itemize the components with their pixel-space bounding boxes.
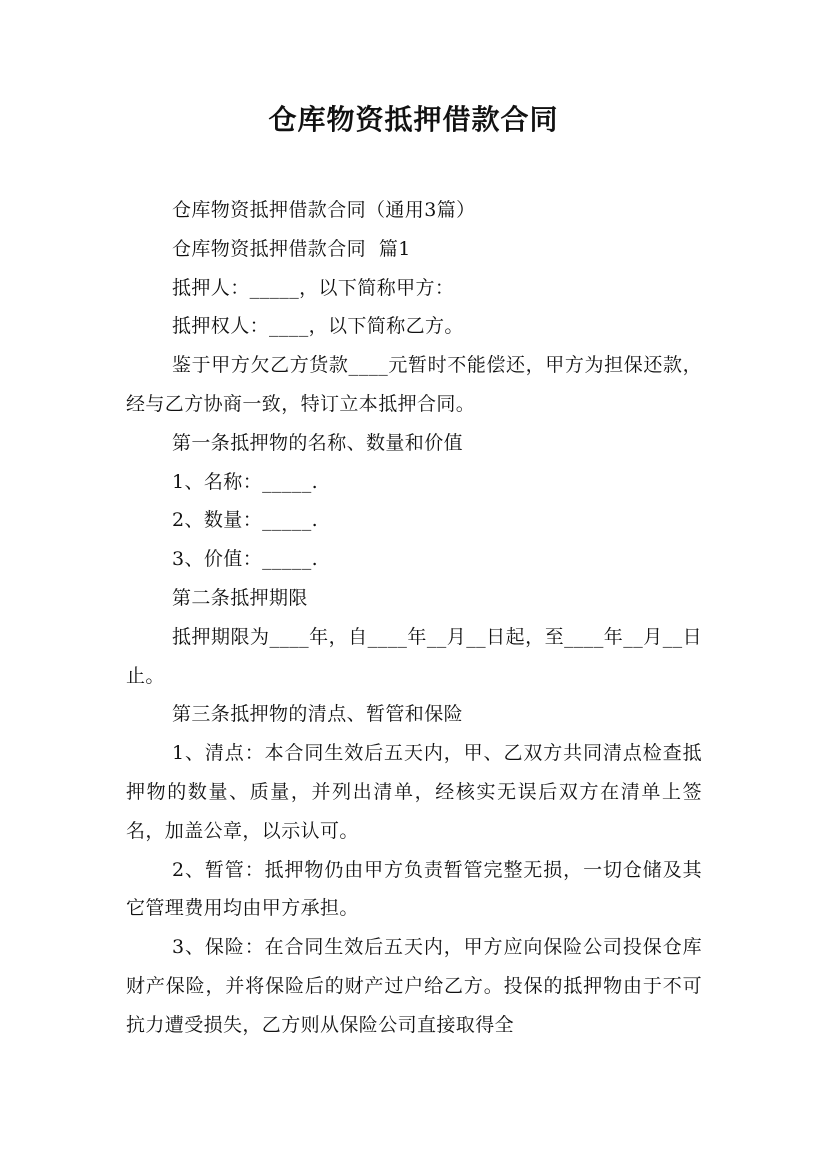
paragraph-heading: 仓库物资抵押借款合同（通用3篇） [172, 199, 476, 221]
paragraph-article-2: 第二条抵押期限 [172, 586, 308, 609]
paragraph-mortgagee: 抵押权人：____，以下简称乙方。 [172, 315, 464, 338]
document-body [126, 191, 702, 1045]
paragraph-item-quantity: 2、数量：_____. [172, 509, 319, 532]
paragraph-item-name: 1、名称：_____. [172, 470, 319, 493]
paragraph-term: 抵押期限为____年，自____年__月__日起，至____年__月__日止。 [126, 625, 702, 687]
paragraph-article-1: 第一条抵押物的名称、数量和价值 [172, 431, 464, 454]
document-title: 仓库物资抵押借款合同 [268, 103, 559, 136]
paragraph-mortgagor: 抵押人：_____，以下简称甲方： [172, 276, 455, 299]
paragraph-custody: 2、暂管：抵押物仍由甲方负责暂管完整无损，一切仓储及其它管理费用均由甲方承担。 [126, 858, 702, 920]
paragraph-inventory: 1、清点：本合同生效后五天内，甲、乙双方共同清点检查抵押物的数量、质量，并列出清单，经核实无误后双方在清单上签名，加盖公章，以示认可。 [126, 742, 702, 842]
paragraph-preamble: 鉴于甲方欠乙方货款____元暂时不能偿还，甲方为担保还款，经与乙方协商一致，特订立本抵押合同。 [126, 354, 702, 415]
paragraph-article-3: 第三条抵押物的清点、暂管和保险 [172, 703, 464, 726]
paragraph-insurance: 3、保险：在合同生效后五天内，甲方应向保险公司投保仓库财产保险，并将保险后的财产过户给乙方。投保的抵押物由于不可抗力遭受损失，乙方则从保险公司直接取得全 [126, 936, 702, 1036]
paragraph-item-value: 3、价值：_____. [172, 548, 319, 571]
paragraph-section-title: 仓库物资抵押借款合同 篇1 [172, 237, 411, 260]
